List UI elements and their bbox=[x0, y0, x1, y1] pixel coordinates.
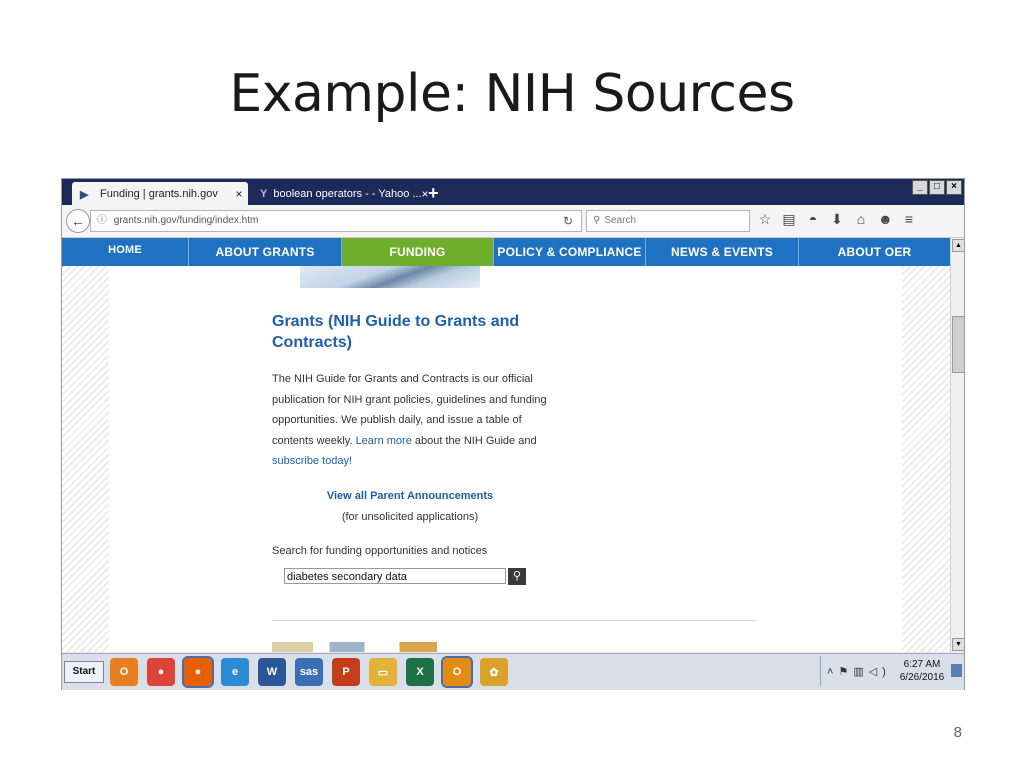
word-icon[interactable]: W bbox=[258, 658, 286, 686]
chat-icon[interactable]: ☻ bbox=[878, 211, 893, 227]
scroll-up-icon[interactable]: ▲ bbox=[952, 239, 965, 252]
funding-search-label: Search for funding opportunities and notices bbox=[272, 545, 488, 557]
maximize-button[interactable]: □ bbox=[929, 180, 945, 195]
tab-label: boolean operators - - Yahoo ... bbox=[273, 187, 422, 200]
window-controls bbox=[912, 180, 962, 195]
nih-favicon-icon: ▶ bbox=[80, 188, 89, 201]
tab-label: Funding | grants.nih.gov bbox=[100, 187, 218, 200]
toolbar-icons bbox=[758, 211, 916, 228]
network-icon[interactable]: ▥ bbox=[853, 666, 869, 678]
taskbar-apps bbox=[110, 658, 508, 686]
show-desktop-button[interactable] bbox=[951, 664, 962, 677]
guide-description bbox=[272, 369, 562, 472]
scroll-down-icon[interactable]: ▼ bbox=[952, 638, 965, 651]
address-bar[interactable] bbox=[90, 210, 582, 232]
search-icon: ⚲ bbox=[593, 215, 601, 226]
nav-policy-compliance[interactable]: POLICY & COMPLIANCE bbox=[494, 238, 646, 266]
volume-icon[interactable]: ◁) bbox=[868, 666, 891, 678]
vertical-scrollbar[interactable] bbox=[950, 238, 964, 652]
navigation-toolbar bbox=[62, 205, 964, 238]
view-all-parent-announcements-link[interactable]: View all Parent Announcements bbox=[326, 490, 494, 502]
outlook-icon[interactable]: O bbox=[443, 658, 471, 686]
start-button[interactable] bbox=[64, 661, 104, 683]
browser-search-input[interactable] bbox=[586, 210, 750, 232]
nav-funding[interactable]: FUNDING bbox=[342, 238, 494, 266]
start-label: Start bbox=[72, 666, 96, 677]
flag-icon[interactable]: ⚑ bbox=[838, 666, 854, 678]
unsolicited-note: (for unsolicited applications) bbox=[341, 511, 479, 523]
right-margin-pattern bbox=[902, 238, 950, 652]
home-icon[interactable]: ⌂ bbox=[856, 211, 866, 227]
search-placeholder: Search bbox=[604, 215, 637, 226]
description-text: about the NIH Guide and bbox=[411, 434, 537, 447]
search-button-icon[interactable]: ⚲ bbox=[508, 568, 526, 585]
clock[interactable] bbox=[897, 658, 947, 684]
page-content bbox=[62, 238, 950, 652]
download-icon[interactable]: ⬇ bbox=[831, 211, 843, 227]
nav-about-grants[interactable]: ABOUT GRANTS bbox=[189, 238, 342, 266]
learn-more-link[interactable]: Learn more bbox=[355, 434, 412, 447]
pocket-icon[interactable]: ◓ bbox=[808, 211, 818, 227]
tray-icons bbox=[827, 665, 891, 678]
close-tab-icon[interactable]: × bbox=[235, 186, 243, 201]
nav-about-oer[interactable]: ABOUT OER bbox=[837, 245, 912, 259]
nav-news-events[interactable]: NEWS & EVENTS bbox=[646, 238, 799, 266]
back-button[interactable]: ← bbox=[66, 209, 90, 233]
excel-icon[interactable]: X bbox=[406, 658, 434, 686]
url-text: grants.nih.gov/funding/index.htm bbox=[113, 215, 259, 226]
page-number: 8 bbox=[953, 724, 962, 741]
bookmark-star-icon[interactable]: ☆ bbox=[758, 211, 772, 227]
sas-icon[interactable]: sas bbox=[295, 658, 323, 686]
nav-home[interactable]: HOME bbox=[62, 238, 189, 266]
reload-icon[interactable]: ↻ bbox=[562, 214, 573, 228]
chrome-icon[interactable]: ● bbox=[147, 658, 175, 686]
minimize-button[interactable]: _ bbox=[912, 180, 928, 195]
firefox-icon[interactable]: ● bbox=[184, 658, 212, 686]
yahoo-favicon-icon: Y bbox=[260, 187, 268, 200]
divider bbox=[272, 620, 756, 621]
system-tray bbox=[820, 656, 965, 686]
date: 6/26/2016 bbox=[899, 672, 945, 683]
tab-funding[interactable] bbox=[72, 182, 248, 205]
reading-list-icon[interactable]: ▤ bbox=[782, 211, 796, 227]
info-icon[interactable]: ⓘ bbox=[97, 215, 107, 226]
description-text: The NIH Guide for Grants and Contracts is our official publication for NIH grant policies, guidelines and funding opportunities. We publish daily, and issue a table of contents weekly. bbox=[272, 373, 547, 447]
file-explorer-icon[interactable]: ▭ bbox=[369, 658, 397, 686]
scroll-thumb[interactable] bbox=[952, 316, 965, 373]
menu-icon[interactable]: ≡ bbox=[904, 211, 914, 227]
new-tab-button[interactable]: + bbox=[428, 183, 439, 203]
tab-bar bbox=[62, 179, 964, 205]
banner-image bbox=[300, 266, 480, 288]
windows-taskbar bbox=[62, 653, 964, 690]
site-navigation bbox=[62, 238, 950, 266]
flower-app-icon[interactable]: ✿ bbox=[480, 658, 508, 686]
tray-expand-icon[interactable]: ˄ bbox=[827, 666, 839, 678]
internet-explorer-icon[interactable]: e bbox=[221, 658, 249, 686]
tab-yahoo[interactable] bbox=[252, 182, 429, 205]
powerpoint-icon[interactable]: P bbox=[332, 658, 360, 686]
browser-screenshot bbox=[61, 178, 965, 690]
left-margin-pattern bbox=[62, 238, 109, 652]
thumbnail-strip bbox=[272, 642, 478, 652]
outlook-express-icon[interactable]: O bbox=[110, 658, 138, 686]
subscribe-link[interactable]: subscribe today! bbox=[272, 455, 353, 467]
close-tab-icon[interactable]: × bbox=[421, 186, 429, 201]
slide-title: Example: NIH Sources bbox=[229, 64, 795, 124]
grants-heading: Grants (NIH Guide to Grants and Contracts) bbox=[272, 313, 520, 351]
close-window-button[interactable]: × bbox=[946, 180, 962, 195]
funding-search-input[interactable]: diabetes secondary data bbox=[284, 568, 506, 584]
time: 6:27 AM bbox=[903, 659, 941, 670]
